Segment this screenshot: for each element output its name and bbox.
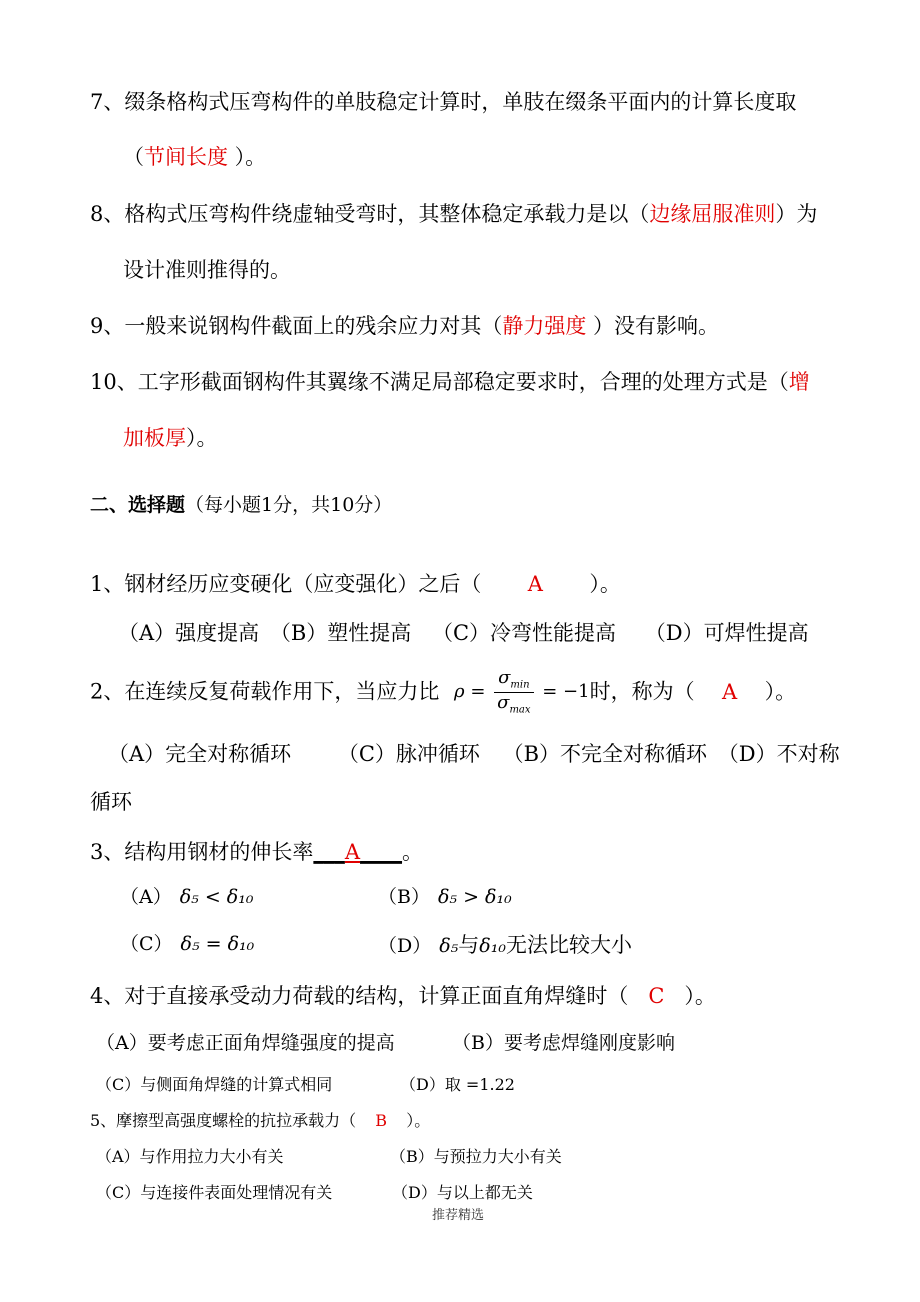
c2-formula-den-sub: max xyxy=(509,704,531,716)
c3-blank-post: ____ xyxy=(360,840,403,864)
c4-opt-c: （C）与侧面角焊缝的计算式相同 xyxy=(96,1075,333,1094)
c1-opt-a: （A）强度提高 xyxy=(118,621,260,645)
q8-pre: 8、格构式压弯构件绕虚轴受弯时，其整体稳定承载力是以（ xyxy=(90,202,650,226)
c2-formula-lhs: ρ = xyxy=(454,681,486,703)
c4-answer: C xyxy=(648,984,665,1008)
c3-opt-a-label: （A） xyxy=(120,886,172,908)
c4-opt-a: （A）要考虑正面角焊缝强度的提高 xyxy=(96,1032,395,1054)
c2-opt-c: （C）脉冲循环 xyxy=(337,742,480,766)
c2-formula-num-sub: min xyxy=(510,679,530,691)
c3-opt-b xyxy=(378,888,512,907)
q7-line1: 7、缀条格构式压弯构件的单肢稳定计算时，单肢在缀条平面内的计算长度取 xyxy=(90,90,797,114)
c3-question xyxy=(90,842,423,863)
c2-opt-a: （A）完全对称循环 xyxy=(108,742,292,766)
q8-line2: 设计准则推得的。 xyxy=(123,258,291,282)
c1-post: ）。 xyxy=(589,572,621,596)
c1-opt-b: （B）塑性提高 xyxy=(269,621,412,645)
c1-options xyxy=(118,623,809,644)
c2-formula-fraction xyxy=(494,669,533,715)
c1-opt-c: （C）冷弯性能提高 xyxy=(431,621,617,645)
c4-pre: 4、对于直接承受动力荷载的结构，计算正面直角焊缝时（ xyxy=(90,984,629,1008)
c2-options-line1 xyxy=(108,744,840,765)
section2-note: （每小题1分，共10分） xyxy=(185,494,393,516)
q7-open: （ xyxy=(123,145,144,169)
c2-formula-rhs: = −1 xyxy=(542,681,590,703)
c2-formula-den: σ xyxy=(497,691,510,713)
c3-opt-d-math2: δ₁₀ xyxy=(479,935,506,957)
c2-mid: 时，称为（ xyxy=(589,679,695,704)
c3-opt-c-math: δ₅ = δ₁₀ xyxy=(180,933,255,955)
c1-opt-d: （D）可焊性提高 xyxy=(644,621,809,645)
c5-opt-b: （B）与预拉力大小有关 xyxy=(390,1147,562,1166)
c3-opt-d-label: （D） xyxy=(378,935,432,957)
c2-formula-num: σ xyxy=(498,667,511,688)
q9-post: ）没有影响。 xyxy=(586,314,720,338)
c4-opt-b: （B）要考虑焊缝刚度影响 xyxy=(452,1032,675,1054)
q10-line2 xyxy=(123,428,218,449)
q8-line1 xyxy=(90,204,817,225)
c5-post: ）。 xyxy=(406,1111,431,1130)
c3-opt-d-math: δ₅ xyxy=(439,935,459,957)
q10-answer-part1: 增 xyxy=(788,370,810,394)
q9-line xyxy=(90,316,719,337)
c2-answer: A xyxy=(721,679,738,704)
c2-opt-b: （B）不完全对称循环 xyxy=(502,742,708,766)
c4-post: ）。 xyxy=(684,984,716,1008)
q7-close: ）。 xyxy=(228,145,267,169)
section2-heading xyxy=(90,496,392,515)
c5-question xyxy=(90,1113,430,1129)
c2-opt-d: （D）不对称 xyxy=(717,742,840,766)
section2-title: 二、选择题 xyxy=(90,494,186,516)
q8-post: ）为 xyxy=(775,202,818,226)
c3-opt-c-label: （C） xyxy=(120,933,173,955)
q10-line1 xyxy=(90,372,810,393)
q8-answer: 边缘屈服准则 xyxy=(649,202,776,226)
c5-opt-d: （D）与以上都无关 xyxy=(392,1183,533,1202)
c1-answer: A xyxy=(527,572,543,596)
c2-post: ）。 xyxy=(764,679,797,704)
c3-opt-c xyxy=(120,935,254,954)
c3-opt-b-label: （B） xyxy=(378,886,430,908)
c2-pre: 2、在连续反复荷载作用下，当应力比 xyxy=(90,679,440,704)
c3-opt-b-math: δ₅ > δ₁₀ xyxy=(437,886,512,908)
q7-answer: 节间长度 xyxy=(144,145,228,169)
q7-line2 xyxy=(123,147,266,168)
c4-opt-d: （D）取 =1.22 xyxy=(400,1075,515,1094)
c2-question xyxy=(90,669,796,715)
q10-answer-part2: 加板厚 xyxy=(123,426,186,450)
c1-question xyxy=(90,574,621,595)
c3-opt-a-math: δ₅ < δ₁₀ xyxy=(179,886,254,908)
c3-opt-a xyxy=(120,888,253,907)
c5-opt-c: （C）与连接件表面处理情况有关 xyxy=(96,1183,333,1202)
c3-pre: 3、结构用钢材的伸长率 xyxy=(90,840,314,864)
c3-post: 。 xyxy=(402,840,424,864)
c4-question xyxy=(90,986,716,1007)
footer-text: 推荐精选 xyxy=(432,1208,485,1223)
q9-answer: 静力强度 xyxy=(502,314,587,338)
q10-post: ）。 xyxy=(186,426,218,450)
c3-blank-pre: ___ xyxy=(313,840,345,864)
c5-opt-a: （A）与作用拉力大小有关 xyxy=(96,1147,284,1166)
c3-opt-d-mid: 与 xyxy=(458,933,480,957)
c2-options-line2: 循环 xyxy=(90,790,132,814)
c1-pre: 1、钢材经历应变硬化（应变强化）之后（ xyxy=(90,572,482,596)
c3-opt-d xyxy=(378,935,632,956)
c5-pre: 5、摩擦型高强度螺栓的抗拉承载力（ xyxy=(90,1111,357,1130)
q9-pre: 9、一般来说钢构件截面上的残余应力对其（ xyxy=(90,314,503,338)
c3-opt-d-text: 无法比较大小 xyxy=(505,933,632,957)
c5-answer: B xyxy=(375,1111,388,1130)
c3-answer: A xyxy=(344,840,361,864)
q10-pre: 10、工字形截面钢构件其翼缘不满足局部稳定要求时，合理的处理方式是（ xyxy=(90,370,789,394)
